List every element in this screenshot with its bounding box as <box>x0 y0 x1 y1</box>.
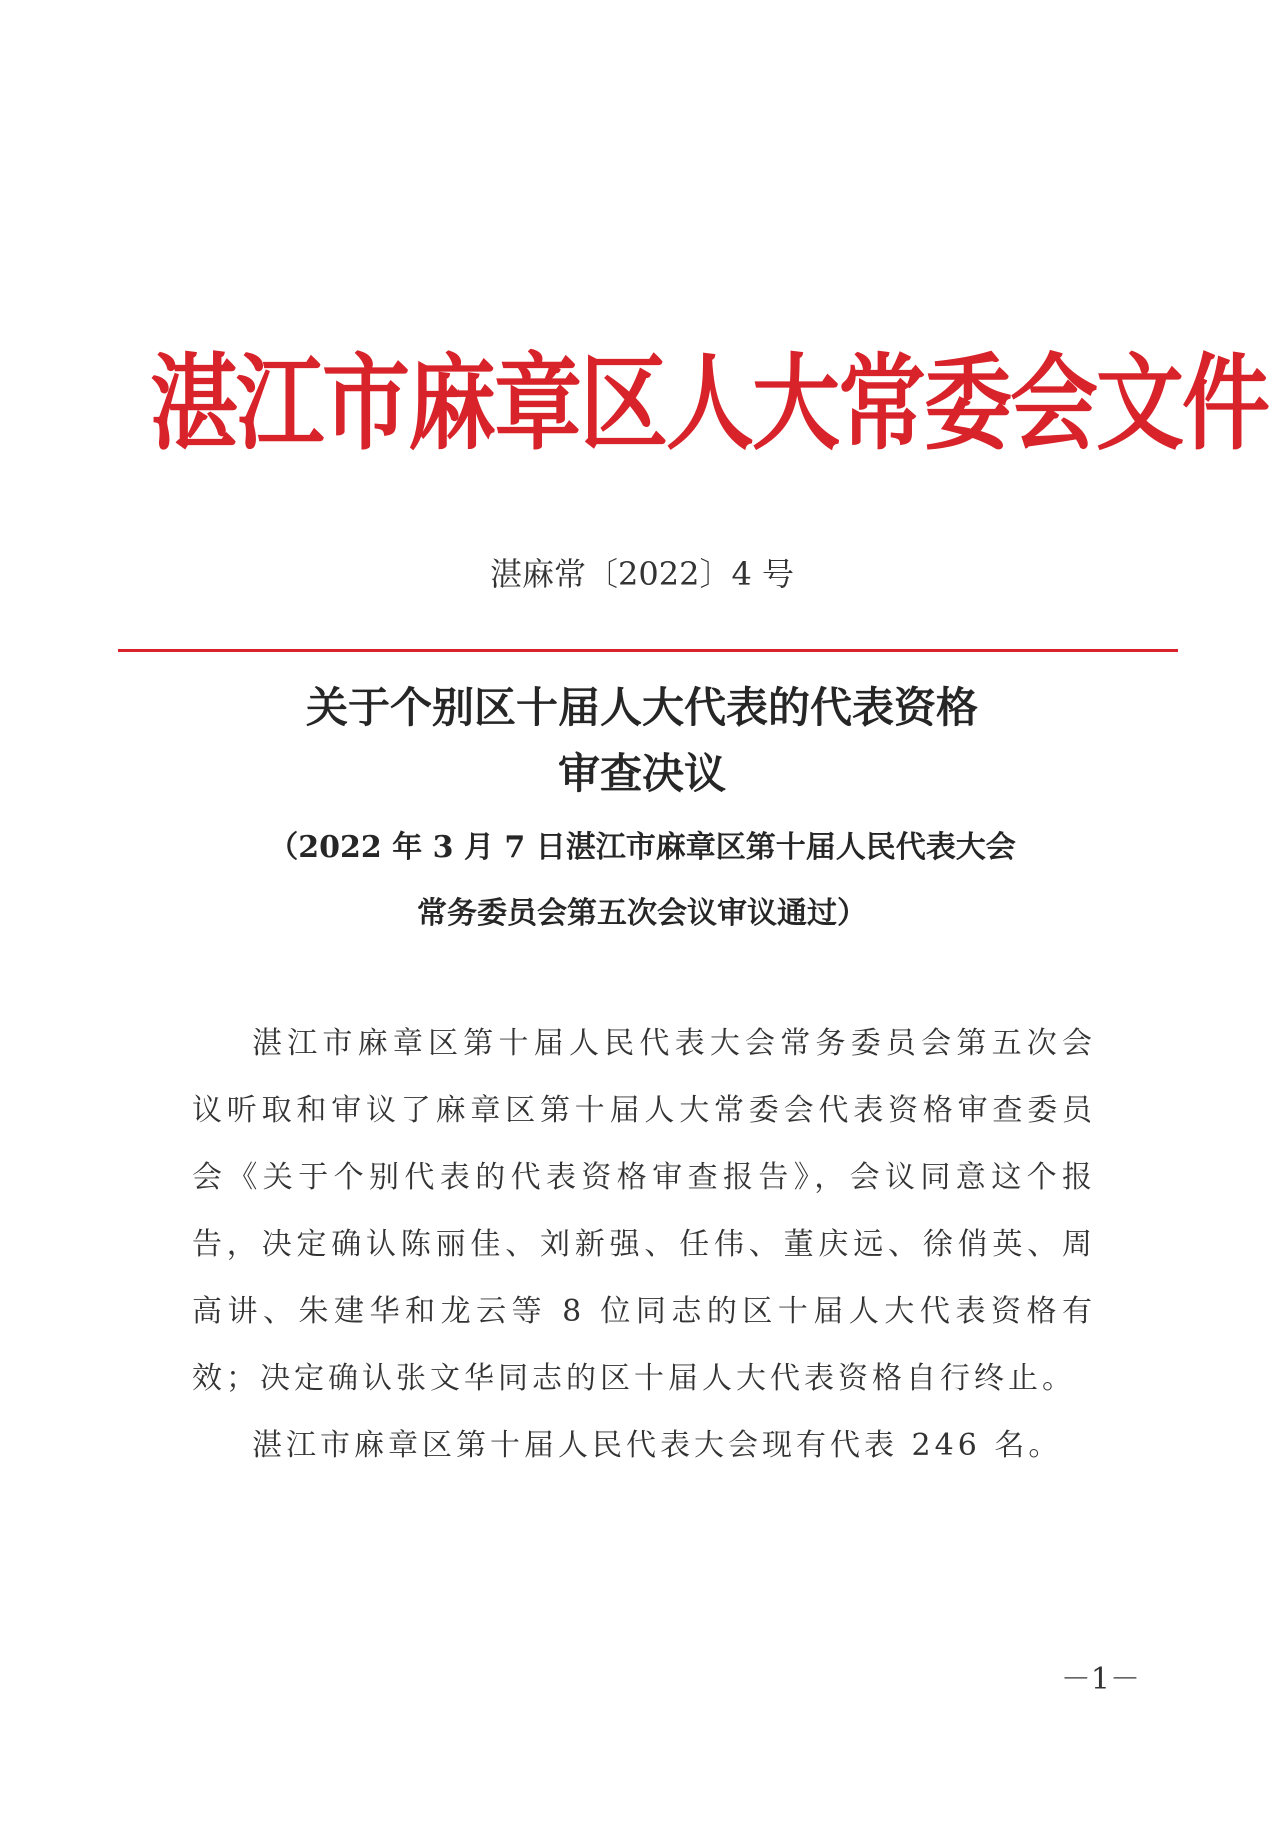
body-paragraph-1: 湛江市麻章区第十届人民代表大会常务委员会第五次会议听取和审议了麻章区第十届人大常委会代表资格审查委员会《关于个别代表的代表资格审查报告》，会议同意这个报告，决定确认陈丽佳、刘新强、任伟、董庆远、徐俏英、周高讲、朱建华和龙云等 8 位同志的区十届人大代表资格有效；决定确认张文华同志的区十届人大代表资格自行终止。 <box>192 1026 1096 1396</box>
page-number: －1－ <box>1060 1662 1140 1697</box>
document-title <box>100 675 1184 807</box>
red-divider <box>118 649 1178 652</box>
adoption-note <box>100 815 1184 947</box>
document-title-line-2: 审查决议 <box>557 749 726 798</box>
body-paragraph-2: 湛江市麻章区第十届人民代表大会现有代表 246 名。 <box>252 1428 1063 1463</box>
document-title-line-1: 关于个别区十届人大代表的代表资格 <box>305 683 978 732</box>
adoption-note-line-2: 常务委员会第五次会议审议通过） <box>417 896 867 931</box>
document-number: 湛麻常〔2022〕4 号 <box>490 555 794 593</box>
adoption-note-line-1: （2022 年 3 月 7 日湛江市麻章区第十届人民代表大会 <box>268 830 1016 865</box>
document-body <box>192 1010 1096 1479</box>
agency-title: 湛江市麻章区人大常委会文件 <box>150 341 1269 465</box>
